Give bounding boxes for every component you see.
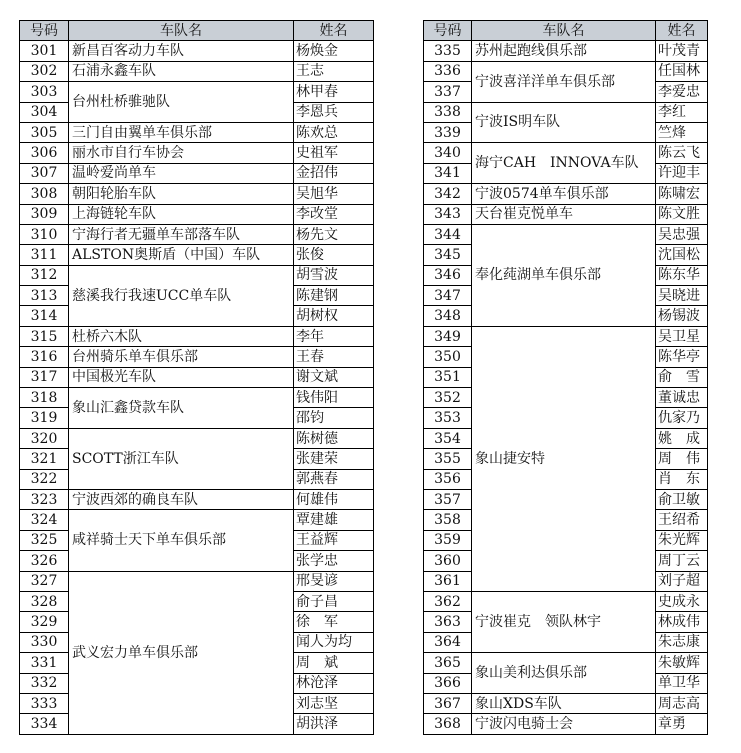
rider-name: 王绍希 bbox=[656, 510, 708, 530]
rider-number: 320 bbox=[20, 428, 69, 448]
team-name: SCOTT浙江车队 bbox=[69, 428, 294, 489]
team-name: 海宁CAH INNOVA车队 bbox=[472, 143, 656, 184]
rider-number: 358 bbox=[424, 510, 472, 530]
rider-number: 324 bbox=[20, 510, 69, 530]
table-row bbox=[20, 204, 374, 224]
rider-name: 张建荣 bbox=[294, 449, 374, 469]
table-row bbox=[424, 224, 708, 244]
rider-number: 356 bbox=[424, 469, 472, 489]
table-row bbox=[20, 224, 374, 244]
rider-name: 周 斌 bbox=[294, 653, 374, 673]
team-header: 车队名 bbox=[69, 21, 294, 41]
rider-name: 竺烽 bbox=[656, 122, 708, 142]
table-row bbox=[20, 265, 374, 285]
team-name: 象山XDS车队 bbox=[472, 693, 656, 713]
team-name: 新昌百客动力车队 bbox=[69, 41, 294, 61]
rider-name: 任国林 bbox=[656, 61, 708, 81]
team-name: 天台崔克悦单车 bbox=[472, 204, 656, 224]
rider-number: 362 bbox=[424, 591, 472, 611]
table-row bbox=[20, 571, 374, 591]
rider-number: 304 bbox=[20, 102, 69, 122]
rider-number: 339 bbox=[424, 122, 472, 142]
rider-number: 337 bbox=[424, 82, 472, 102]
rider-number: 342 bbox=[424, 184, 472, 204]
rider-name: 李爱忠 bbox=[656, 82, 708, 102]
rider-name: 张俊 bbox=[294, 245, 374, 265]
rider-number: 315 bbox=[20, 326, 69, 346]
rider-name: 章勇 bbox=[656, 714, 708, 734]
rider-name: 陈欢总 bbox=[294, 122, 374, 142]
team-name: 咸祥骑士天下单车俱乐部 bbox=[69, 510, 294, 571]
rider-name: 王志 bbox=[294, 61, 374, 81]
header-row bbox=[20, 21, 374, 41]
rider-name: 吴忠强 bbox=[656, 224, 708, 244]
rider-name: 郭燕春 bbox=[294, 469, 374, 489]
rider-name: 覃建雄 bbox=[294, 510, 374, 530]
rider-number: 367 bbox=[424, 693, 472, 713]
rider-name: 胡雪波 bbox=[294, 265, 374, 285]
rider-name: 林沧泽 bbox=[294, 673, 374, 693]
rider-number: 352 bbox=[424, 388, 472, 408]
rider-name: 陈云飞 bbox=[656, 143, 708, 163]
rider-number: 316 bbox=[20, 347, 69, 367]
team-name: 象山捷安特 bbox=[472, 326, 656, 591]
rider-number: 311 bbox=[20, 245, 69, 265]
rider-name: 钱伟阳 bbox=[294, 388, 374, 408]
team-name: 奉化莼湖单车俱乐部 bbox=[472, 224, 656, 326]
rider-name: 林甲春 bbox=[294, 82, 374, 102]
rider-number: 313 bbox=[20, 286, 69, 306]
rider-name: 朱敏辉 bbox=[656, 653, 708, 673]
rider-number: 334 bbox=[20, 714, 69, 734]
rider-name: 仇家乃 bbox=[656, 408, 708, 428]
rider-number: 327 bbox=[20, 571, 69, 591]
rider-number: 365 bbox=[424, 653, 472, 673]
table-row bbox=[424, 184, 708, 204]
rider-number: 328 bbox=[20, 591, 69, 611]
rider-name: 吴晓进 bbox=[656, 286, 708, 306]
rider-number: 310 bbox=[20, 224, 69, 244]
rider-name: 林成伟 bbox=[656, 612, 708, 632]
table-row bbox=[20, 122, 374, 142]
rider-name: 王益辉 bbox=[294, 530, 374, 550]
rider-number: 341 bbox=[424, 163, 472, 183]
rider-name: 俞子昌 bbox=[294, 591, 374, 611]
rider-number: 343 bbox=[424, 204, 472, 224]
rider-name: 闻人为均 bbox=[294, 632, 374, 652]
rider-number: 355 bbox=[424, 449, 472, 469]
team-name: 苏州起跑线俱乐部 bbox=[472, 41, 656, 61]
rider-number: 302 bbox=[20, 61, 69, 81]
rider-name: 邢旻谚 bbox=[294, 571, 374, 591]
number-header: 号码 bbox=[20, 21, 69, 41]
team-name: 宁波IS明车队 bbox=[472, 102, 656, 143]
team-name: 中国极光车队 bbox=[69, 367, 294, 387]
team-name: 宁波闪电骑士会 bbox=[472, 714, 656, 734]
team-name: 宁波西郊的确良车队 bbox=[69, 489, 294, 509]
table-row bbox=[424, 41, 708, 61]
rider-name: 张学忠 bbox=[294, 551, 374, 571]
rider-number: 368 bbox=[424, 714, 472, 734]
rider-number: 314 bbox=[20, 306, 69, 326]
rider-number: 346 bbox=[424, 265, 472, 285]
rider-number: 353 bbox=[424, 408, 472, 428]
rider-number: 318 bbox=[20, 388, 69, 408]
rider-name: 邵钧 bbox=[294, 408, 374, 428]
table-row bbox=[424, 714, 708, 734]
rider-name: 陈东华 bbox=[656, 265, 708, 285]
rider-number: 364 bbox=[424, 632, 472, 652]
rider-number: 308 bbox=[20, 184, 69, 204]
team-name: 朝阳轮胎车队 bbox=[69, 184, 294, 204]
team-name: 慈溪我行我速UCC单车队 bbox=[69, 265, 294, 326]
rider-number: 354 bbox=[424, 428, 472, 448]
rider-name: 姚 成 bbox=[656, 428, 708, 448]
table-row bbox=[20, 367, 374, 387]
table-row bbox=[424, 326, 708, 346]
table-row bbox=[20, 489, 374, 509]
table-row bbox=[424, 591, 708, 611]
table-row bbox=[20, 184, 374, 204]
rider-name: 刘子超 bbox=[656, 571, 708, 591]
rider-name: 许迎丰 bbox=[656, 163, 708, 183]
team-name: 三门自由翼单车俱乐部 bbox=[69, 122, 294, 142]
table-row bbox=[20, 82, 374, 102]
team-name: 宁波崔克 领队林宇 bbox=[472, 591, 656, 652]
name-header: 姓名 bbox=[656, 21, 708, 41]
rider-name: 谢文斌 bbox=[294, 367, 374, 387]
rider-number: 357 bbox=[424, 489, 472, 509]
rider-name: 叶茂青 bbox=[656, 41, 708, 61]
rider-number: 345 bbox=[424, 245, 472, 265]
rider-number: 336 bbox=[424, 61, 472, 81]
rider-name: 俞卫敏 bbox=[656, 489, 708, 509]
rider-number: 305 bbox=[20, 122, 69, 142]
rider-number: 335 bbox=[424, 41, 472, 61]
table-row bbox=[424, 143, 708, 163]
rider-number: 348 bbox=[424, 306, 472, 326]
team-name: 台州杜桥骓驰队 bbox=[69, 82, 294, 123]
rider-number: 325 bbox=[20, 530, 69, 550]
table-row bbox=[20, 245, 374, 265]
table-row bbox=[424, 693, 708, 713]
rider-name: 陈华亭 bbox=[656, 347, 708, 367]
rider-name: 陈建钢 bbox=[294, 286, 374, 306]
left-roster-table bbox=[19, 20, 374, 735]
rider-name: 杨先文 bbox=[294, 224, 374, 244]
table-row bbox=[20, 510, 374, 530]
rider-name: 陈文胜 bbox=[656, 204, 708, 224]
team-name: 宁海行者无疆单车部落车队 bbox=[69, 224, 294, 244]
table-row bbox=[424, 61, 708, 81]
team-name: 象山汇鑫贷款车队 bbox=[69, 388, 294, 429]
rider-name: 何雄伟 bbox=[294, 489, 374, 509]
rider-number: 307 bbox=[20, 163, 69, 183]
rider-number: 333 bbox=[20, 693, 69, 713]
rider-name: 周志高 bbox=[656, 693, 708, 713]
rider-name: 杨焕金 bbox=[294, 41, 374, 61]
rider-name: 王春 bbox=[294, 347, 374, 367]
rider-number: 301 bbox=[20, 41, 69, 61]
team-name: 石浦永鑫车队 bbox=[69, 61, 294, 81]
rider-number: 351 bbox=[424, 367, 472, 387]
rider-number: 350 bbox=[424, 347, 472, 367]
rider-name: 周丁云 bbox=[656, 551, 708, 571]
rider-name: 刘志坚 bbox=[294, 693, 374, 713]
table-row bbox=[424, 653, 708, 673]
table-row bbox=[20, 143, 374, 163]
rider-number: 359 bbox=[424, 530, 472, 550]
rider-name: 李恩兵 bbox=[294, 102, 374, 122]
rider-number: 321 bbox=[20, 449, 69, 469]
rider-name: 胡树权 bbox=[294, 306, 374, 326]
table-row bbox=[424, 204, 708, 224]
header-row bbox=[424, 21, 708, 41]
team-name: 上海链轮车队 bbox=[69, 204, 294, 224]
number-header: 号码 bbox=[424, 21, 472, 41]
team-name: 宁波0574单车俱乐部 bbox=[472, 184, 656, 204]
rider-number: 322 bbox=[20, 469, 69, 489]
table-row bbox=[20, 61, 374, 81]
team-name: 丽水市自行车协会 bbox=[69, 143, 294, 163]
rider-name: 朱志康 bbox=[656, 632, 708, 652]
rider-name: 史祖军 bbox=[294, 143, 374, 163]
rider-number: 338 bbox=[424, 102, 472, 122]
team-name: 宁波喜洋洋单车俱乐部 bbox=[472, 61, 656, 102]
rider-name: 肖 东 bbox=[656, 469, 708, 489]
rider-number: 340 bbox=[424, 143, 472, 163]
team-name: 象山美利达俱乐部 bbox=[472, 653, 656, 694]
rider-name: 吴卫星 bbox=[656, 326, 708, 346]
rider-name: 沈国松 bbox=[656, 245, 708, 265]
rider-name: 陈树德 bbox=[294, 428, 374, 448]
rider-name: 朱光辉 bbox=[656, 530, 708, 550]
rider-number: 349 bbox=[424, 326, 472, 346]
rider-name: 李年 bbox=[294, 326, 374, 346]
table-row bbox=[20, 163, 374, 183]
team-name: 武义宏力单车俱乐部 bbox=[69, 571, 294, 734]
rider-number: 312 bbox=[20, 265, 69, 285]
rider-name: 单卫华 bbox=[656, 673, 708, 693]
rider-name: 俞 雪 bbox=[656, 367, 708, 387]
rider-number: 344 bbox=[424, 224, 472, 244]
rider-number: 317 bbox=[20, 367, 69, 387]
rider-name: 徐 军 bbox=[294, 612, 374, 632]
rider-name: 董诚忠 bbox=[656, 388, 708, 408]
left-roster-body bbox=[20, 21, 374, 735]
right-roster-table bbox=[423, 20, 708, 735]
team-name: ALSTON奥斯盾（中国）车队 bbox=[69, 245, 294, 265]
rider-number: 363 bbox=[424, 612, 472, 632]
rider-number: 332 bbox=[20, 673, 69, 693]
rider-name: 胡洪泽 bbox=[294, 714, 374, 734]
rider-name: 吴旭华 bbox=[294, 184, 374, 204]
rider-number: 309 bbox=[20, 204, 69, 224]
table-row bbox=[20, 428, 374, 448]
rider-name: 杨锡波 bbox=[656, 306, 708, 326]
rider-number: 366 bbox=[424, 673, 472, 693]
rider-number: 306 bbox=[20, 143, 69, 163]
rider-number: 331 bbox=[20, 653, 69, 673]
team-name: 温岭爱尚单车 bbox=[69, 163, 294, 183]
rider-name: 陈啸宏 bbox=[656, 184, 708, 204]
rider-name: 金招伟 bbox=[294, 163, 374, 183]
rider-number: 360 bbox=[424, 551, 472, 571]
rider-number: 347 bbox=[424, 286, 472, 306]
rider-number: 303 bbox=[20, 82, 69, 102]
rider-number: 361 bbox=[424, 571, 472, 591]
rider-name: 李改堂 bbox=[294, 204, 374, 224]
rider-number: 326 bbox=[20, 551, 69, 571]
table-row bbox=[20, 41, 374, 61]
rider-name: 史成永 bbox=[656, 591, 708, 611]
name-header: 姓名 bbox=[294, 21, 374, 41]
rider-number: 323 bbox=[20, 489, 69, 509]
rider-number: 330 bbox=[20, 632, 69, 652]
rider-name: 李红 bbox=[656, 102, 708, 122]
team-name: 杜桥六木队 bbox=[69, 326, 294, 346]
rider-number: 329 bbox=[20, 612, 69, 632]
table-row bbox=[20, 347, 374, 367]
table-row bbox=[20, 326, 374, 346]
rider-name: 周 伟 bbox=[656, 449, 708, 469]
table-row bbox=[20, 388, 374, 408]
rider-number: 319 bbox=[20, 408, 69, 428]
team-name: 台州骑乐单车俱乐部 bbox=[69, 347, 294, 367]
team-header: 车队名 bbox=[472, 21, 656, 41]
right-roster-body bbox=[424, 21, 708, 735]
table-row bbox=[424, 102, 708, 122]
